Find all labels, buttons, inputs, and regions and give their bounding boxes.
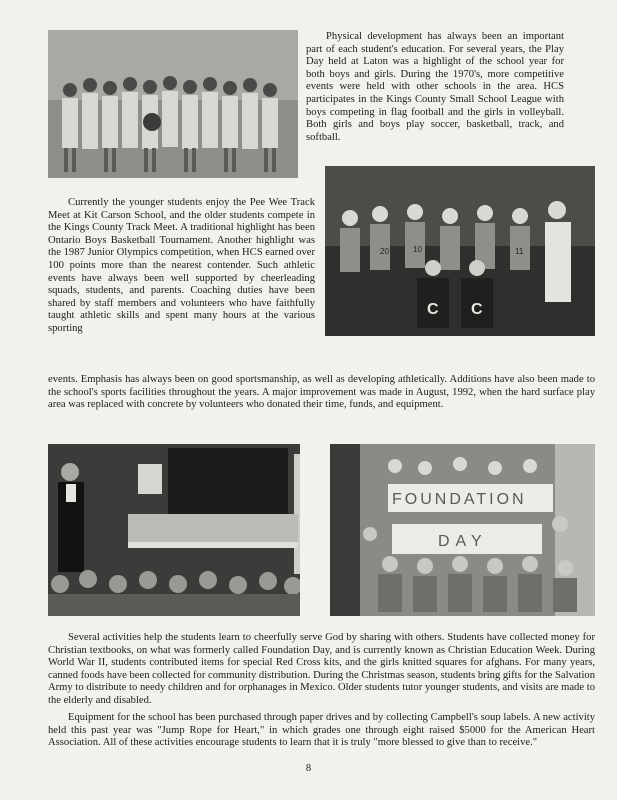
photo-foundation-day	[330, 444, 595, 616]
jersey-number-1: 20	[380, 247, 389, 256]
foundation-day-image	[330, 444, 595, 616]
cheer-letter-1: C	[427, 301, 439, 318]
paragraph-equipment: Equipment for the school has been purchased through paper drives and by collecting Campbell's soup labels. A new activity held this past year was "Jump Rope for Heart," in which grades one through eight raised $5000 for the American Heart Association. All of these activities encourage students to learn that it is truly "more blessed to give than to receive."	[48, 712, 595, 749]
jersey-number-3: 11	[515, 247, 524, 256]
collection-display-image	[48, 444, 300, 616]
paragraph-sportsmanship: events. Emphasis has always been on good sportsmanship, as well as developing athletically. Additions have also been made to the school's sports facilities throughout the years. A major improvement was made in August, 1992, when the hard surface play area was replaced with concrete by volunteers who donated their time, funds, and equipment.	[48, 374, 595, 411]
sign-day: DAY	[438, 533, 488, 550]
jersey-number-2: 10	[413, 245, 422, 254]
cheer-letter-2: C	[471, 301, 483, 318]
photo-girls-basketball-team	[48, 30, 298, 178]
paragraph-physical-development: Physical development has always been an important part of each student's education. For several years, the Play Day held at Laton was a highlight of the school year for both boys and girls. During the 1970's, more competitive events were held with other schools in the area. HCS participates in the Kings County Small School League with boys competing in flag football and the girls in volleyball. Both girls and boys play soccer, basketball, track, and softball.	[306, 31, 564, 143]
photo-collection-display	[48, 444, 300, 616]
sign-foundation: FOUNDATION	[392, 491, 527, 508]
girls-team-image	[48, 30, 298, 178]
paragraph-track-meets: Currently the younger students enjoy the Pee Wee Track Meet at Kit Carson School, and the older students compete in the Kings County Track Meet. A traditional highlight has been Ontario Boys Basketball Tournament. Another highlight was the 1987 Junior Olympics competition, when HCS earned over 100 points more than the nearest contender. Such athletic events have always been well supported by cheerleading squads, students, and parents. Coaching duties have been shared by staff members and volunteers who have faithfully taught athletic skills and spent many hours at the various sporting	[48, 197, 315, 334]
paragraph-serving-others: Several activities help the students learn to cheerfully serve God by sharing with others. Students have collected money for Christian textbooks, on what was formerly called Foundation Day, and is currently known as Christian Education Week. During World War II, students contributed items for special Red Cross kits, and the girls knitted squares for afghans. For many years, canned foods have been collected for community distribution. During the Christmas season, students bring gifts for the Salvation Army to distribute to needy children and for orphanages in Mexico. Older students tutor younger students, and visits are made to the elderly and disabled.	[48, 632, 595, 706]
photo-boys-team-cheerleaders	[325, 166, 595, 336]
boys-team-image	[325, 166, 595, 336]
page-number: 8	[305, 763, 312, 774]
